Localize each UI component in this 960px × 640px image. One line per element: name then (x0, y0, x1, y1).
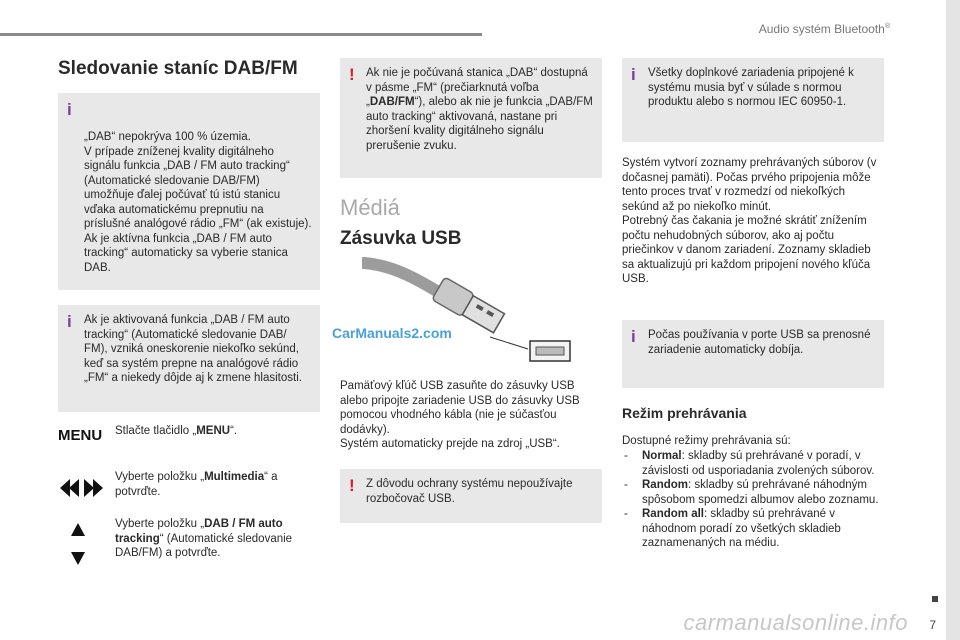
info-icon: i (67, 100, 72, 119)
page-number: 7 (929, 618, 936, 632)
step-select-dab-fm-tracking: Vyberte položku „DAB / FM auto tracking“ (Automatické sledovanie DAB/FM) a potvrďte. (115, 518, 293, 559)
info-icon: i (67, 312, 72, 331)
warning-icon: ! (349, 476, 355, 495)
list-item: - Normal: skladby sú prehrávané v poradí, v závislosti od usporiadania zvolených súborov. (624, 450, 875, 477)
side-bar (946, 0, 960, 640)
section-heading-dab: Sledovanie staníc DAB/FM (58, 58, 298, 79)
info-box-auto-tracking-delay (58, 305, 320, 412)
up-down-arrows-icon (70, 521, 86, 567)
info-box-charging: i Počas používania v porte USB sa prenosné zariadenie automaticky dobíja. (622, 320, 884, 388)
warning-box-usb-hub: ! Z dôvodu ochrany systému nepoužívajte rozbočovač USB. (340, 469, 602, 523)
info-icon: i (631, 327, 636, 346)
section-title-media: Médiá (340, 195, 400, 220)
list-item: - Random all: skladby sú prehrávané v náhodnom poradí zo všetkých skladieb zaznamenaných na médiu. (624, 508, 841, 549)
info-box-iec-standard: i Všetky doplnkové zariadenia pripojené k systému musia byť v súlade s normou produktu alebo s normou IEC 60950-1. (622, 58, 884, 142)
running-header: Audio systém Bluetooth® (758, 22, 890, 36)
step-press-menu: Stlačte tlačidlo „MENU“. (115, 425, 238, 437)
usb-instructions: Pamäťový kľúč USB zasuňte do zásuvky USB alebo pripojte zariadenie USB do zásuvky USB pomocou vhodného kábla (nie je súčasťou dodávky). Systém automaticky prejde na zdroj „USB“. (340, 380, 580, 450)
info-box-text: „DAB“ nepokrýva 100 % územia. V prípade zníženej kvality digitálneho signálu funkcia „DAB / FM auto tracking“ (Automatické sledovanie DAB/FM) umožňuje ďalej počúvať tú istú stanicu vďaka automatickému prepnutiu na príslušné analógové rádio „FM“ (ak existuje). Ak je aktívna funkcia „DAB / FM auto tracking“ automaticky sa vyberie stanica DAB. (84, 131, 312, 274)
warning-icon: ! (349, 65, 355, 84)
info-box-text: Ak je aktivovaná funkcia „DAB / FM auto tracking“ (Automatické sledovanie DAB/ FM), vzniká oneskorenie niekoľko sekúnd, keď sa systém prepne na analógové rádio „FM“ a niekedy dôjde aj k zmene hlasitosti. (84, 314, 302, 384)
carmanuals-watermark: CarManuals2.com (332, 325, 452, 341)
menu-button-icon: MENU (58, 427, 103, 444)
playlist-creation-text: Systém vytvorí zoznamy prehrávaných súborov (v dočasnej pamäti). Počas prvého pripojenia môže tento proces trvať v rozmedzí od niekoľkých sekúnd až po niekoľko minút. Potrebný čas čakania je možné skrátiť znížením počtu nehudobných súborov, ako aj počtu priečinkov v danom zariadení. Zoznamy skladieb sa aktualizujú pri každom pripojení nového kľúča USB. (622, 157, 877, 285)
usb-illustration (362, 255, 582, 370)
top-rule (0, 33, 482, 36)
end-marker (932, 596, 938, 602)
list-item: - Random: skladby sú prehrávané náhodným spôsobom spomedzi albumov alebo zoznamu. (624, 479, 879, 506)
heading-playback-mode: Režim prehrávania (622, 405, 747, 421)
info-icon: i (631, 65, 636, 84)
playback-mode-intro: Dostupné režimy prehrávania sú: (622, 435, 791, 447)
footer-watermark: carmanualsonline.info (683, 610, 908, 635)
heading-usb-socket: Zásuvka USB (340, 228, 462, 249)
warning-box-signal-loss: ! Ak nie je počúvaná stanica „DAB“ dostupná v pásme „FM“ (prečiarknutá voľba „DAB/FM“), alebo ak nie je funkcia „DAB/FM auto tracking“ aktivovaná, nastane pri zhoršení kvality digitálneho signálu prerušenie zvuku. (340, 58, 602, 178)
step-select-multimedia: Vyberte položku „Multimedia“ a potvrďte. (115, 471, 278, 498)
info-box-dab-coverage (58, 93, 320, 290)
playback-mode-list (622, 449, 884, 551)
seek-arrows-icon (58, 477, 106, 499)
